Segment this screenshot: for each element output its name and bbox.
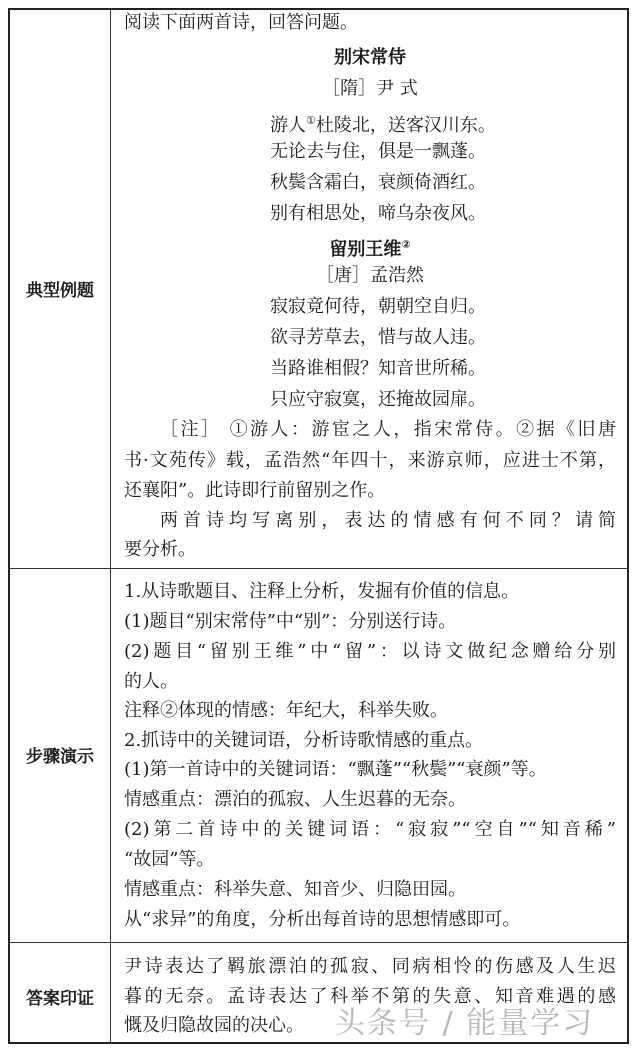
step-line: 1.从诗歌题目、注释上分析，发掘有价值的信息。 — [124, 581, 520, 602]
poem2-title — [112, 233, 628, 262]
poem1-author: ［隋］尹 式 — [322, 78, 418, 99]
poem2-line: 只应守寂寞，还掩故园扉。 — [270, 389, 486, 410]
poem1-title: 别宋常侍 — [334, 47, 406, 68]
step-line: (1)第一首诗中的关键词语：“飘蓬”“秋鬓”“衰颜”等。 — [124, 759, 547, 780]
watermark: 头条号 / 能量学习 — [335, 1006, 595, 1041]
poem1-line-start: 游人 — [270, 115, 306, 136]
note-mark: ② — [401, 238, 411, 251]
step-line: 情感重点：科举失意、知音少、归隐田园。 — [124, 879, 466, 900]
label-example: 典型例题 — [26, 281, 94, 301]
label-steps: 步骤演示 — [26, 747, 94, 767]
intro-text: 阅读下面两首诗，回答问题。 — [124, 12, 358, 33]
answer-line: 暮的无奈。孟诗表达了科举不第的失意、知音难遇的感 — [124, 986, 616, 1007]
note-line: 书·文苑传》载，孟浩然“年四十，来游京师，应进士不第， — [124, 450, 616, 471]
column-divider — [110, 8, 111, 1044]
note-line: 还襄阳”。此诗即行前留别之作。 — [124, 480, 386, 501]
poem2-author: ［唐］孟浩然 — [316, 265, 424, 286]
step-line: (2)题目“留别王维”中“留”：以诗文做纪念赠给分别 — [124, 641, 616, 662]
poem1-line — [270, 109, 610, 138]
poem2-title-text: 留别王维 — [329, 239, 402, 260]
poem1-line: 别有相思处，啼乌杂夜风。 — [270, 203, 486, 224]
step-line: 情感重点：漂泊的孤寂、人生迟暮的无奈。 — [124, 789, 466, 810]
step-line: “故园”等。 — [124, 849, 215, 870]
answer-line: 慨及归隐故园的决心。 — [124, 1015, 304, 1036]
step-line: 的人。 — [124, 671, 178, 692]
note-mark: ① — [306, 114, 316, 127]
row-divider — [8, 568, 629, 569]
question-line: 两首诗均写离别，表达的情感有何不同？请简 — [160, 510, 616, 531]
step-line: 注释②体现的情感：年纪大，科举失败。 — [124, 700, 448, 721]
step-line: (1)题目“别宋常侍”中“别”：分别送行诗。 — [124, 611, 457, 632]
note-line: ［注］ ①游人：游宦之人，指宋常侍。②据《旧唐 — [160, 419, 616, 440]
answer-line: 尹诗表达了羁旅漂泊的孤寂、同病相怜的伤感及人生迟 — [124, 956, 616, 977]
poem1-line-rest: 杜陵北，送客汉川东。 — [315, 115, 496, 136]
step-line: 从“求异”的角度，分析出每首诗的思想情感即可。 — [124, 909, 521, 930]
row-divider — [8, 942, 629, 943]
poem2-line: 寂寂竟何待，朝朝空自归。 — [270, 296, 486, 317]
question-line: 要分析。 — [124, 539, 196, 560]
step-line: (2)第二首诗中的关键词语：“寂寂”“空自”“知音稀” — [124, 819, 616, 840]
step-line: 2.抓诗中的关键词语，分析诗歌情感的重点。 — [124, 730, 484, 751]
label-answer: 答案印证 — [26, 989, 94, 1009]
poem1-line: 无论去与住，俱是一飘蓬。 — [270, 141, 486, 162]
poem2-line: 当路谁相假？知音世所稀。 — [270, 358, 486, 379]
poem1-line: 秋鬓含霜白，衰颜倚酒红。 — [270, 172, 486, 193]
poem2-line: 欲寻芳草去，惜与故人违。 — [270, 327, 486, 348]
